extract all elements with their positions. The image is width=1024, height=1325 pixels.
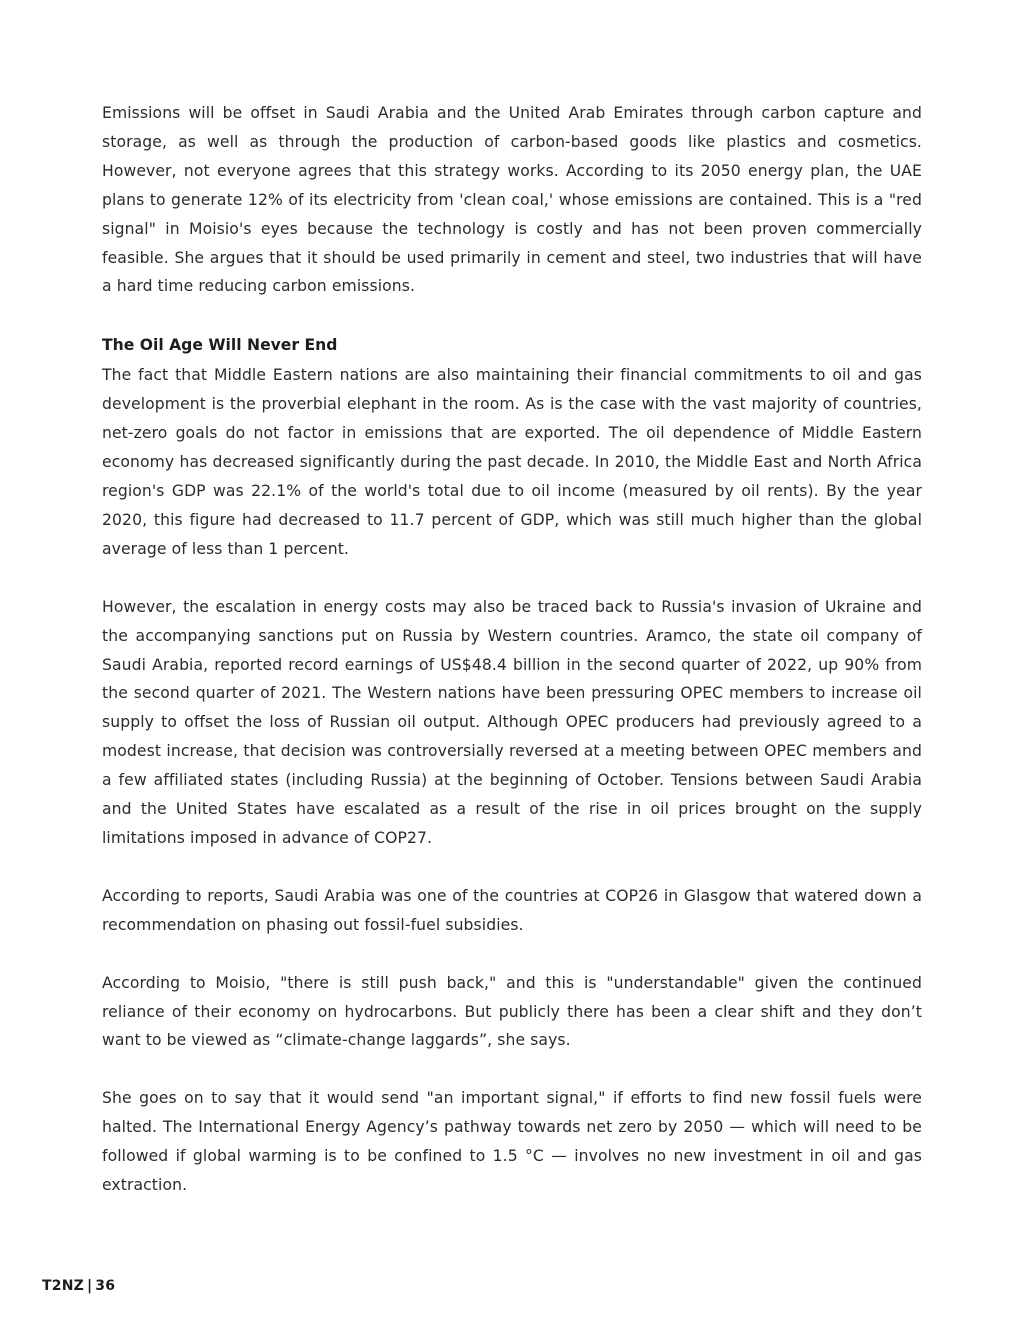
body-paragraph: She goes on to say that it would send "an important signal," if efforts to find new fossil fuels were halted. The International Energy Agency’s pathway towards net zero by 2050 — which will need to be followed if global warming is to be confined to 1.5 °C — involves no new investment in oil and gas extraction. bbox=[102, 1089, 922, 1195]
footer-separator: | bbox=[86, 1278, 93, 1294]
footer-brand: T2NZ bbox=[42, 1278, 84, 1294]
section-heading: The Oil Age Will Never End bbox=[102, 336, 338, 355]
intro-paragraph: Emissions will be offset in Saudi Arabia and the United Arab Emirates through carbon capture and storage, as well as through the production of carbon-based goods like plastics and cosmetics. However, not everyone agrees that this strategy works. According to its 2050 energy plan, the UAE plans to generate 12% of its electricity from 'clean coal,' whose emissions are contained. This is a "red signal" in Moisio's eyes because the technology is costly and has not been proven commercially feasible. She argues that it should be used primarily in cement and steel, two industries that will have a hard time reducing carbon emissions. bbox=[102, 104, 922, 296]
page-number: 36 bbox=[95, 1278, 116, 1294]
article-body bbox=[102, 99, 922, 1229]
body-paragraph: According to Moisio, "there is still push back," and this is "understandable" given the continued reliance of their economy on hydrocarbons. But publicly there has been a clear shift and they don’t want to be viewed as “climate-change laggards”, she says. bbox=[102, 973, 922, 1050]
body-paragraph: The fact that Middle Eastern nations are also maintaining their financial commitments to oil and gas development is the proverbial elephant in the room. As is the case with the vast majority of countries, net-zero goals do not factor in emissions that are exported. The oil dependence of Middle Eastern economy has decreased significantly during the past decade. In 2010, the Middle East and North Africa region's GDP was 22.1% of the world's total due to oil income (measured by oil rents). By the year 2020, this figure had decreased to 11.7 percent of GDP, which was still much higher than the global average of less than 1 percent. bbox=[102, 366, 922, 558]
page-footer bbox=[42, 1278, 115, 1294]
body-paragraph: According to reports, Saudi Arabia was one of the countries at COP26 in Glasgow that watered down a recommendation on phasing out fossil-fuel subsidies. bbox=[102, 886, 922, 934]
body-paragraph: However, the escalation in energy costs may also be traced back to Russia's invasion of Ukraine and the accompanying sanctions put on Russia by Western countries. Aramco, the state oil company of Saudi Arabia, reported record earnings of US$48.4 billion in the second quarter of 2022, up 90% from the second quarter of 2021. The Western nations have been pressuring OPEC members to increase oil supply to offset the loss of Russian oil output. Although OPEC producers had previously agreed to a modest increase, that decision was controversially reversed at a meeting between OPEC members and a few affiliated states (including Russia) at the beginning of October. Tensions between Saudi Arabia and the United States have escalated as a result of the rise in oil prices brought on the supply limitations imposed in advance of COP27. bbox=[102, 597, 922, 847]
